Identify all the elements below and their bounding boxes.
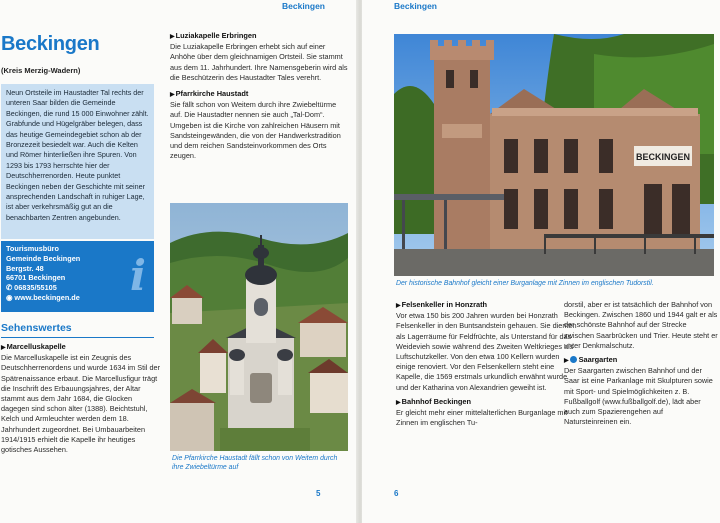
info-phone: ✆ 06835/55105 [6,283,57,293]
running-head-right: Beckingen [394,1,437,11]
page-title: Beckingen [1,33,100,55]
info-web[interactable]: ◉ www.beckingen.de [6,292,80,302]
entry-heading: ▶Bahnhof Beckingen [396,396,472,406]
info-line: 66701 Beckingen [6,273,66,283]
church-photo [170,203,348,451]
entry-heading: ▶Felsenkeller in Honzrath [396,300,488,309]
entry-heading: ▶Marcelluskapelle [1,342,66,351]
entry-heading: ▶ Saargarten [564,355,618,365]
playground-icon [570,356,577,363]
entry-text: Die Marcelluskapelle ist ein Zeugnis des Deutschherrenordens und wurde 1634 im Stil der Spätrenaissance erbaut. Die Marcellusfigur trägt die Inschrift des Erbauungsjahres, der Altar stammt aus dem Jahr 1684, die Glocken dagegen sind schon älter (1388). Beichtstuhl, Kelch und Armleuchter werden dem 18. Jahrhundert zugeordnet. Bei Umbauarbeiten 1914/1915 erhielt die Kapelle ihr heutiges gotisches Aussehen. [1,353,160,455]
intro-box [1,84,154,239]
left-page [0,0,358,523]
tourist-info-box [1,241,154,312]
info-line: Gemeinde Beckingen [6,253,81,263]
phone-icon: ✆ [6,283,15,293]
station-photo [394,34,714,276]
section-rule [1,337,154,338]
page-number-right: 6 [394,489,399,498]
running-head-left: Beckingen [282,1,325,11]
page-subtitle: (Kreis Merzig-Wadern) [1,66,81,75]
col1-text [1,342,161,459]
page-number-left: 5 [316,489,321,498]
church-caption: Die Pfarrkirche Haustadt fällt schon von Weitem durch ihre Zwiebeltürme auf [172,455,338,472]
globe-icon: ◉ [6,292,15,302]
entry-text: Vor etwa 150 bis 200 Jahren wurden bei Honzrath Felsenkeller in den Buntsandstein gehauen. Sie dienten als Lagerräume für Feldfrüchte, als Unterstand für das Weidevieh sowie während des Zweiten Weltkrieges als Luftschutzkeller. Von den etwa 100 Kellern wurden einige renoviert. Vor den Felsenkellern steht eine Kapelle, die 1569 erstmals urkundlich erwähnt wurde und der Katharina von Alexandrien geweiht ist. [396,311,577,392]
info-icon: i [130,251,146,300]
entry-text: dorstil, aber er ist tatsächlich der Bahnhof von Beckingen. Zwischen 1860 und 1944 galt er als der schönste Bahnhof auf der Strecke zwischen Saarbrücken und Trier. Heute steht er unter Denkmalschutz. [564,300,718,350]
intro-text: Neun Ortsteile im Haustadter Tal rechts der unteren Saar bilden die Gemeinde Beckingen, die rund 15 000 Einwohner zählt. Grabfunde und Hügelgräber belegen, dass das heutige Gemeindegebiet schon ab der Bronzezeit besiedelt war. Auch die Kelten und Römer hinterließen ihre Spuren. Von 1293 bis 1793 herrschte hier der Deutschherrenorden. Heute punktet Beckingen neben der Geschichte mit seiner ansprechenden Landschaft in ruhiger Lage, ist aber verkehrsmäßig gut an die benachbarten Zentren angebunden. [6,88,149,222]
entry-text: Die Luziakapelle Erbringen erhebt sich auf einer Anhöhe über dem gleichnamigen Ortsteil. Sie stammt aus dem 11. Jahrhundert. Ihre Namensgeberin wird als die Beschützerin des Haustadter Tales verehrt. [170,42,348,82]
entry-heading: ▶Pfarrkirche Haustadt [170,89,249,99]
section-heading: Sehenswertes [1,322,72,334]
entry-text: Der Saargarten zwischen Bahnhof und der Saar ist eine Parkanlage mit Skulpturen sowie mit Sport- und Spielmöglichkeiten z. B. Fußballgolf (www.fußballgolf.de), lädt aber auch zum Spazierengehen auf Natursteinreinen ein. [564,366,713,427]
col4-text [564,300,718,431]
right-page [362,0,720,523]
entry-text: Sie fällt schon von Weitem durch ihre Zwiebeltürme auf. Die Haustadter nennen sie auch „Tal-Dom“. Umgeben ist die Kirche von zahlreichen Häusern mit Sandsteingewänden, die von der Handwerkstradition und dem reichen Sandsteinvorkommen des Orts zeugen. [170,100,341,161]
station-sign: BECKINGEN [635,152,691,162]
info-line: Bergstr. 48 [6,263,44,273]
col2-text [170,31,350,165]
col3-text [396,300,578,432]
info-line: Tourismusbüro [6,244,59,253]
station-caption: Der historische Bahnhof gleicht einer Burganlage mit Zinnen im englischen Tudorstil. [396,280,654,287]
entry-heading: ▶Luziakapelle Erbringen [170,31,257,40]
entry-text: Er gleicht mehr einer mittelalterlichen Burganlage mit Zinnen im englischen Tu- [396,408,568,428]
